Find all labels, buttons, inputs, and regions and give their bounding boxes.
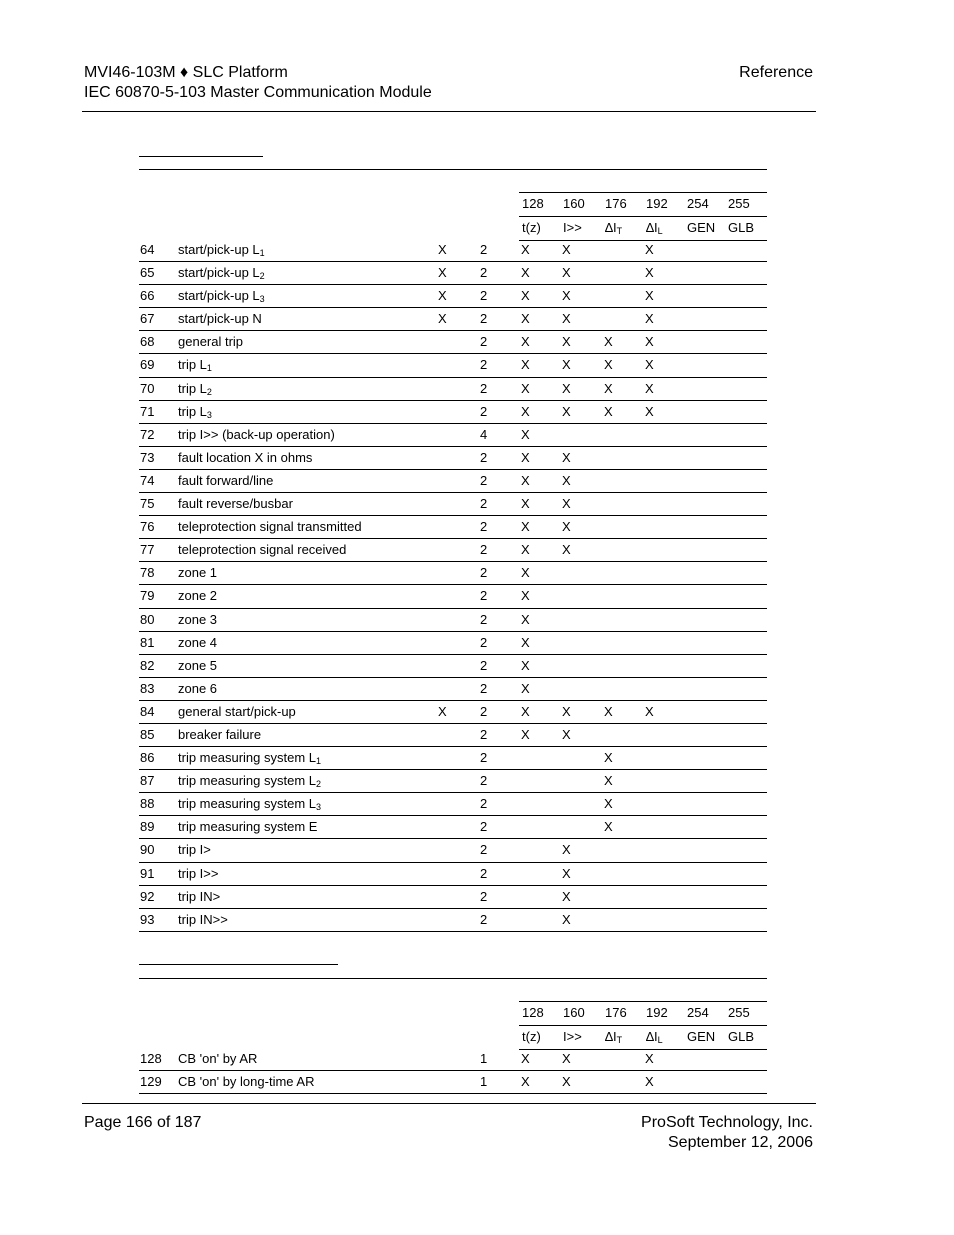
description-text: trip measuring system L xyxy=(178,750,316,766)
fun128-cell: X xyxy=(521,634,530,650)
description-text: teleprotection signal transmitted xyxy=(178,519,362,535)
fun128-cell: X xyxy=(521,426,530,442)
fun128-cell: X xyxy=(521,311,530,327)
description-cell xyxy=(178,609,217,631)
info-number-cell: 67 xyxy=(140,311,155,327)
type-cell: 2 xyxy=(480,657,488,673)
info-number-cell: 72 xyxy=(140,426,155,442)
table-row xyxy=(139,816,767,839)
type-cell: 2 xyxy=(480,496,488,512)
description-text: zone 1 xyxy=(178,565,218,581)
fun192-cell: X xyxy=(645,1074,654,1089)
fun160-cell: X xyxy=(562,357,571,373)
fun-number-255: 255 xyxy=(728,1005,750,1020)
description-cell xyxy=(178,632,217,654)
header-title-line1: MVI46-103M ♦ SLC Platform xyxy=(84,64,288,81)
info-number-cell: 128 xyxy=(140,1051,162,1066)
fun192-cell: X xyxy=(645,1051,654,1066)
fun128-cell: X xyxy=(521,565,530,581)
footer-date: September 12, 2006 xyxy=(668,1134,813,1151)
header-rule xyxy=(82,111,816,112)
table2-title-underline xyxy=(139,964,338,965)
fun-label-delta-it: $\Delta I_T$ xyxy=(605,220,623,236)
fun-number-128: 128 xyxy=(522,1005,544,1020)
fun160-cell: X xyxy=(562,911,571,927)
type-cell: 2 xyxy=(480,380,488,396)
type-cell: 2 xyxy=(480,334,488,350)
fun-label-gen: GEN xyxy=(687,1029,716,1044)
description-cell xyxy=(178,585,217,607)
description-text: trip I>> xyxy=(178,865,219,881)
description-cell xyxy=(178,747,321,769)
info-number-cell: 65 xyxy=(140,265,155,281)
table-row xyxy=(139,793,767,816)
fun176-cell: X xyxy=(604,334,613,350)
table-row xyxy=(139,516,767,539)
description-cell xyxy=(178,839,211,861)
info-number-cell: 77 xyxy=(140,542,155,558)
table-row xyxy=(139,609,767,632)
type-cell: 2 xyxy=(480,703,488,719)
description-text: zone 6 xyxy=(178,680,218,696)
description-subscript: 1 xyxy=(259,248,265,258)
fun-number-192: 192 xyxy=(646,1005,668,1020)
description-text: general start/pick-up xyxy=(178,703,296,719)
description-subscript: 2 xyxy=(206,386,212,397)
fun128-cell: X xyxy=(521,680,530,696)
fun176-cell: X xyxy=(604,796,613,812)
description-subscript: 3 xyxy=(259,294,265,305)
info-number-cell: 79 xyxy=(140,588,155,604)
table-row xyxy=(139,585,767,608)
fun160-cell: X xyxy=(562,380,571,396)
fun128-cell: X xyxy=(521,334,530,350)
info-number-cell: 78 xyxy=(140,565,155,581)
fun192-cell: X xyxy=(645,311,654,327)
type-cell: 2 xyxy=(480,311,488,327)
footer-rule xyxy=(82,1103,816,1104)
function-label-row xyxy=(519,1026,767,1050)
fun192-cell: X xyxy=(645,288,654,304)
type-cell: 2 xyxy=(480,288,488,304)
description-subscript: 2 xyxy=(316,779,322,790)
table-row xyxy=(139,562,767,585)
info-number-cell: 71 xyxy=(140,403,155,419)
description-cell xyxy=(178,886,220,908)
description-cell xyxy=(178,424,335,446)
table1-body xyxy=(139,239,767,932)
type-cell: 2 xyxy=(480,588,488,604)
type-cell: 2 xyxy=(480,565,488,581)
table-row xyxy=(139,378,767,401)
info-number-cell: 88 xyxy=(140,796,155,812)
fun128-cell: X xyxy=(521,1051,530,1066)
info-number-cell: 73 xyxy=(140,449,155,465)
fun192-cell: X xyxy=(645,357,654,373)
description-subscript: 1 xyxy=(316,756,322,767)
info-number-cell: 86 xyxy=(140,750,155,766)
description-cell xyxy=(178,793,321,815)
description-cell xyxy=(178,1071,314,1093)
table-row xyxy=(139,632,767,655)
description-cell xyxy=(178,470,273,492)
description-cell xyxy=(178,354,212,376)
header-section: Reference xyxy=(739,64,813,81)
description-text: start/pick-up L xyxy=(178,242,260,257)
table-row xyxy=(139,354,767,377)
fun128-cell: X xyxy=(521,657,530,673)
description-text: zone 5 xyxy=(178,657,218,673)
gi-cell: X xyxy=(438,311,447,327)
fun-number-176: 176 xyxy=(605,1005,627,1020)
fun128-cell: X xyxy=(521,449,530,465)
fun-label-i-high: I>> xyxy=(563,1029,582,1044)
fun-label-tz: t(z) xyxy=(522,220,541,235)
type-cell: 2 xyxy=(480,265,488,281)
type-cell: 4 xyxy=(480,426,488,442)
table1-title-underline xyxy=(139,156,263,157)
fun176-cell: X xyxy=(604,357,613,373)
description-cell xyxy=(178,378,212,400)
table-row xyxy=(139,262,767,285)
description-text: breaker failure xyxy=(178,726,262,742)
description-cell xyxy=(178,724,261,746)
fun160-cell: X xyxy=(562,703,571,719)
fun160-cell: X xyxy=(562,519,571,535)
table-row xyxy=(139,401,767,424)
description-subscript: 2 xyxy=(259,271,265,282)
type-cell: 2 xyxy=(480,242,488,257)
fun128-cell: X xyxy=(521,519,530,535)
fun128-cell: X xyxy=(521,403,530,419)
fun160-cell: X xyxy=(562,842,571,858)
table-row xyxy=(139,909,767,932)
fun128-cell: X xyxy=(521,726,530,742)
table-row xyxy=(139,308,767,331)
info-number-cell: 82 xyxy=(140,657,155,673)
table-row xyxy=(139,493,767,516)
info-number-cell: 93 xyxy=(140,911,155,927)
type-cell: 2 xyxy=(480,911,488,927)
fun128-cell: X xyxy=(521,1074,530,1089)
fun-label-glb: GLB xyxy=(728,1029,755,1044)
type-cell: 2 xyxy=(480,357,488,373)
fun-number-160: 160 xyxy=(563,1005,585,1020)
fun128-cell: X xyxy=(521,703,530,719)
type-cell: 2 xyxy=(480,519,488,535)
fun-number-254: 254 xyxy=(687,196,709,211)
fun160-cell: X xyxy=(562,449,571,465)
description-text: start/pick-up L xyxy=(178,265,260,281)
description-cell xyxy=(178,539,346,561)
description-text: fault reverse/busbar xyxy=(178,496,293,512)
info-number-cell: 76 xyxy=(140,519,155,535)
description-text: start/pick-up N xyxy=(178,311,262,327)
info-number-cell: 90 xyxy=(140,842,155,858)
gi-cell: X xyxy=(438,703,447,719)
type-cell: 2 xyxy=(480,888,488,904)
fun-label-delta-il: $\Delta I_L$ xyxy=(646,220,663,236)
type-cell: 2 xyxy=(480,865,488,881)
fun128-cell: X xyxy=(521,357,530,373)
table-row xyxy=(139,424,767,447)
fun-number-160: 160 xyxy=(563,196,585,211)
description-cell xyxy=(178,401,212,423)
fun160-cell: X xyxy=(562,311,571,327)
table-row xyxy=(139,470,767,493)
fun128-cell: X xyxy=(521,265,530,281)
info-number-cell: 89 xyxy=(140,819,155,835)
fun160-cell: X xyxy=(562,288,571,304)
description-cell xyxy=(178,770,321,792)
description-subscript: 3 xyxy=(316,802,322,813)
description-text: zone 2 xyxy=(178,588,218,604)
fun-number-255: 255 xyxy=(728,196,750,211)
description-text: trip L xyxy=(178,380,207,396)
description-text: trip I> xyxy=(178,842,211,858)
description-text: trip IN>> xyxy=(178,911,228,927)
type-cell: 2 xyxy=(480,796,488,812)
table-row xyxy=(139,539,767,562)
fun-number-176: 176 xyxy=(605,196,627,211)
description-cell xyxy=(178,239,265,261)
fun192-cell: X xyxy=(645,380,654,396)
description-text: trip IN> xyxy=(178,888,221,904)
description-text: trip measuring system E xyxy=(178,819,318,835)
function-number-row xyxy=(519,192,767,217)
info-number-cell: 85 xyxy=(140,726,155,742)
table-row xyxy=(139,678,767,701)
description-text: trip I>> (back-up operation) xyxy=(178,426,335,442)
fun176-cell: X xyxy=(604,403,613,419)
description-cell xyxy=(178,863,218,885)
document-header-title xyxy=(84,63,432,103)
info-number-cell: 81 xyxy=(140,634,155,650)
description-text: fault location X in ohms xyxy=(178,449,313,465)
fun128-cell: X xyxy=(521,380,530,396)
info-number-cell: 66 xyxy=(140,288,155,304)
table-row xyxy=(139,447,767,470)
gi-cell: X xyxy=(438,288,447,304)
info-number-cell: 68 xyxy=(140,334,155,350)
type-cell: 2 xyxy=(480,634,488,650)
fun-label-delta-it: $\Delta I_T$ xyxy=(605,1029,623,1045)
description-subscript: 1 xyxy=(206,363,212,374)
type-cell: 2 xyxy=(480,542,488,558)
type-cell: 2 xyxy=(480,472,488,488)
description-cell xyxy=(178,516,362,538)
table2-function-header xyxy=(519,1001,767,1050)
fun-number-254: 254 xyxy=(687,1005,709,1020)
type-cell: 2 xyxy=(480,403,488,419)
fun160-cell: X xyxy=(562,888,571,904)
table-row xyxy=(139,239,767,262)
info-number-cell: 69 xyxy=(140,357,155,373)
type-cell: 2 xyxy=(480,726,488,742)
fun-label-gen: GEN xyxy=(687,220,716,235)
description-cell xyxy=(178,331,243,353)
description-text: zone 4 xyxy=(178,634,218,650)
table2-top-rule xyxy=(139,978,767,979)
fun-label-glb: GLB xyxy=(728,220,755,235)
info-number-cell: 92 xyxy=(140,888,155,904)
table-row xyxy=(139,863,767,886)
gi-cell: X xyxy=(438,265,447,281)
description-cell xyxy=(178,1048,257,1070)
footer-page-number: Page 166 of 187 xyxy=(84,1114,202,1131)
description-cell xyxy=(178,308,262,330)
description-text: zone 3 xyxy=(178,611,218,627)
description-cell xyxy=(178,262,265,284)
info-number-cell: 80 xyxy=(140,611,155,627)
fun176-cell: X xyxy=(604,819,613,835)
type-cell: 2 xyxy=(480,611,488,627)
description-text: CB 'on' by long-time AR xyxy=(178,1074,315,1089)
info-number-cell: 75 xyxy=(140,496,155,512)
description-text: start/pick-up L xyxy=(178,288,260,304)
type-cell: 2 xyxy=(480,449,488,465)
table-row xyxy=(139,839,767,862)
fun176-cell: X xyxy=(604,773,613,789)
table-row xyxy=(139,770,767,793)
footer-company-info xyxy=(641,1113,813,1153)
table-row xyxy=(139,724,767,747)
description-cell xyxy=(178,562,217,584)
description-text: trip measuring system L xyxy=(178,796,316,812)
table-row xyxy=(139,747,767,770)
table2-body xyxy=(139,1048,767,1094)
fun128-cell: X xyxy=(521,288,530,304)
fun160-cell: X xyxy=(562,865,571,881)
fun-label-tz: t(z) xyxy=(522,1029,541,1044)
info-number-cell: 70 xyxy=(140,380,155,396)
table1-function-header xyxy=(519,192,767,241)
description-text: fault forward/line xyxy=(178,472,274,488)
description-cell xyxy=(178,909,228,931)
description-text: trip L xyxy=(178,357,207,373)
fun160-cell: X xyxy=(562,334,571,350)
function-number-row xyxy=(519,1001,767,1026)
type-cell: 2 xyxy=(480,773,488,789)
fun-number-192: 192 xyxy=(646,196,668,211)
fun192-cell: X xyxy=(645,334,654,350)
description-text: general trip xyxy=(178,334,244,350)
fun160-cell: X xyxy=(562,472,571,488)
table-row xyxy=(139,886,767,909)
description-subscript: 3 xyxy=(206,409,212,420)
table1-top-rule xyxy=(139,169,767,170)
fun160-cell: X xyxy=(562,496,571,512)
info-number-cell: 84 xyxy=(140,703,155,719)
table-row xyxy=(139,331,767,354)
fun160-cell: X xyxy=(562,265,571,281)
fun160-cell: X xyxy=(562,726,571,742)
fun192-cell: X xyxy=(645,403,654,419)
fun192-cell: X xyxy=(645,265,654,281)
fun-label-i-high: I>> xyxy=(563,220,582,235)
fun128-cell: X xyxy=(521,611,530,627)
table-row xyxy=(139,655,767,678)
fun-number-128: 128 xyxy=(522,196,544,211)
fun160-cell: X xyxy=(562,403,571,419)
fun160-cell: X xyxy=(562,1074,571,1089)
fun176-cell: X xyxy=(604,750,613,766)
info-number-cell: 91 xyxy=(140,865,155,881)
fun160-cell: X xyxy=(562,542,571,558)
function-label-row xyxy=(519,217,767,241)
fun160-cell: X xyxy=(562,242,571,257)
info-number-cell: 129 xyxy=(140,1074,162,1089)
type-cell: 2 xyxy=(480,842,488,858)
table-row xyxy=(139,285,767,308)
fun128-cell: X xyxy=(521,472,530,488)
table-row xyxy=(139,701,767,724)
fun128-cell: X xyxy=(521,542,530,558)
fun-label-delta-il: $\Delta I_L$ xyxy=(646,1029,663,1045)
info-number-cell: 83 xyxy=(140,680,155,696)
description-text: teleprotection signal received xyxy=(178,542,347,558)
description-cell xyxy=(178,816,317,838)
description-text: trip L xyxy=(178,403,207,419)
fun160-cell: X xyxy=(562,1051,571,1066)
fun192-cell: X xyxy=(645,242,654,257)
footer-company: ProSoft Technology, Inc. xyxy=(641,1114,813,1131)
fun128-cell: X xyxy=(521,496,530,512)
header-title-line2: IEC 60870-5-103 Master Communication Module xyxy=(84,84,432,101)
info-number-cell: 64 xyxy=(140,242,155,257)
type-cell: 1 xyxy=(480,1051,488,1066)
fun176-cell: X xyxy=(604,703,613,719)
description-text: CB 'on' by AR xyxy=(178,1051,258,1066)
description-text: trip measuring system L xyxy=(178,773,316,789)
description-cell xyxy=(178,285,265,307)
description-cell xyxy=(178,678,217,700)
table-row xyxy=(139,1048,767,1071)
description-cell xyxy=(178,493,293,515)
info-number-cell: 74 xyxy=(140,472,155,488)
type-cell: 1 xyxy=(480,1074,488,1089)
type-cell: 2 xyxy=(480,819,488,835)
description-cell xyxy=(178,447,312,469)
fun128-cell: X xyxy=(521,242,530,257)
fun176-cell: X xyxy=(604,380,613,396)
type-cell: 2 xyxy=(480,750,488,766)
type-cell: 2 xyxy=(480,680,488,696)
fun128-cell: X xyxy=(521,588,530,604)
description-cell xyxy=(178,701,296,723)
info-number-cell: 87 xyxy=(140,773,155,789)
fun192-cell: X xyxy=(645,703,654,719)
table-row xyxy=(139,1071,767,1094)
gi-cell: X xyxy=(438,242,447,257)
description-cell xyxy=(178,655,217,677)
